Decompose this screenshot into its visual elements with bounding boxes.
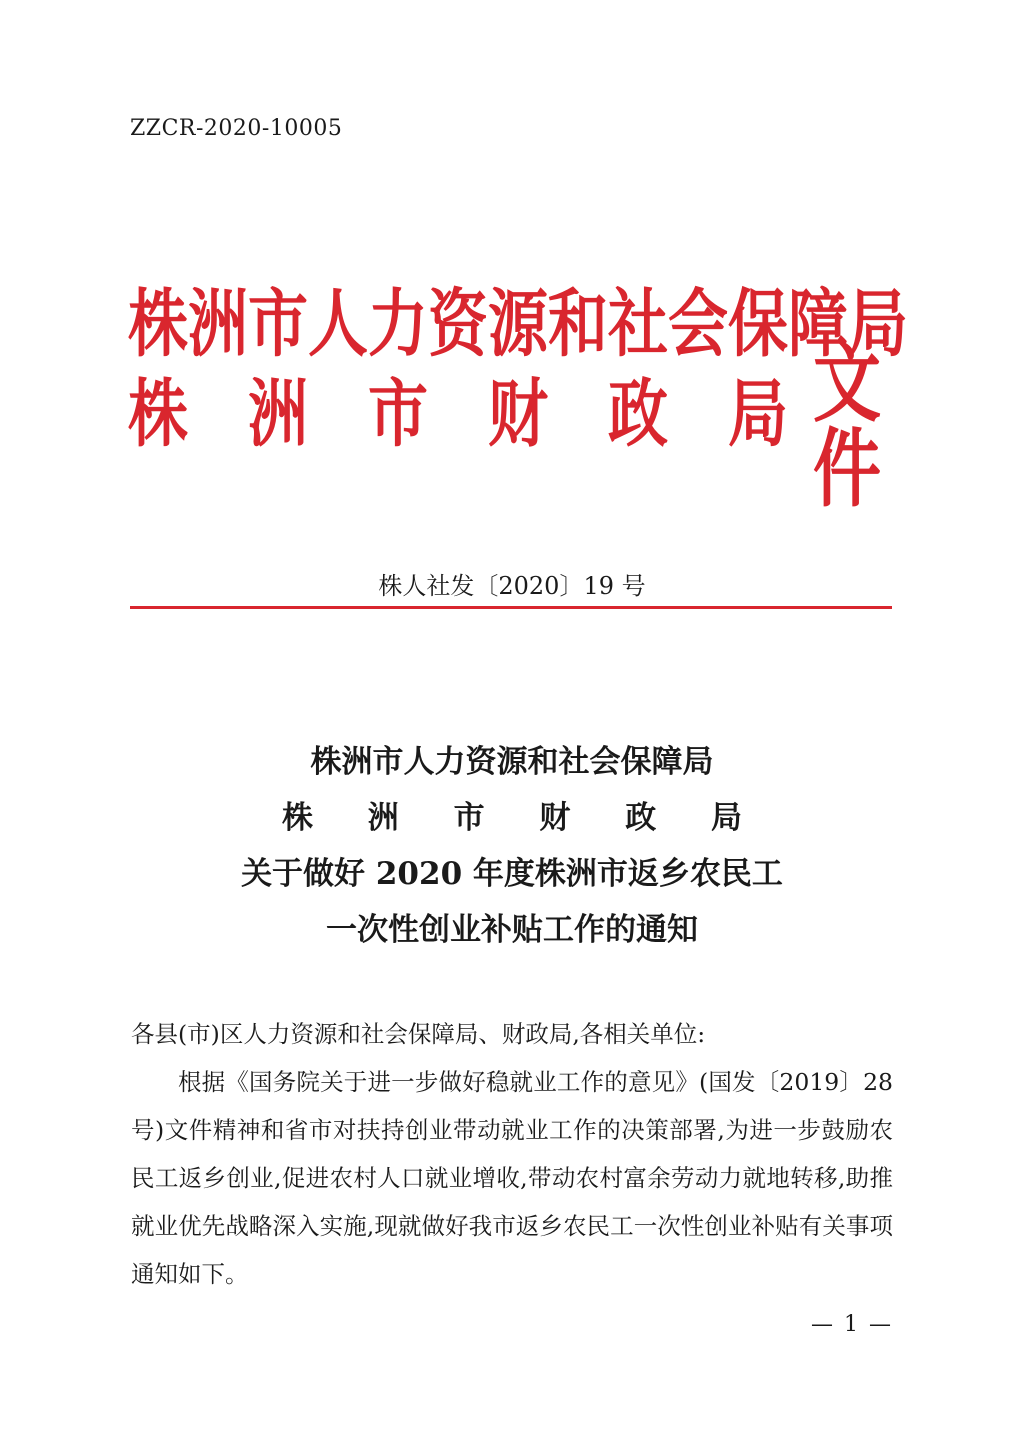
issuer-char: 政 bbox=[608, 371, 668, 458]
issuer-char: 株 bbox=[128, 281, 188, 368]
body-paragraph: 根据《国务院关于进一步做好稳就业工作的意见》(国发〔2019〕28 号)文件精神和省市对扶持创业带动就业工作的决策部署,为进一步鼓励农民工返乡创业,促进农村人口就业增收,带动农村富余劳动力就地转移,助推就业优先战略深入实施,现就做好我市返乡农民工一次性创业补贴有关事项通知如下。 bbox=[131, 1068, 893, 1288]
issuer-char: 株 bbox=[128, 371, 188, 458]
document-body bbox=[131, 1010, 893, 1298]
document-title bbox=[0, 734, 1024, 958]
issuer-char: 人 bbox=[308, 281, 368, 368]
title-line-1: 株洲市人力资源和社会保障局 bbox=[310, 744, 714, 780]
title-char: 株 bbox=[282, 800, 313, 836]
issuer-char: 资 bbox=[428, 281, 488, 368]
issuer-line-hrss bbox=[128, 281, 908, 368]
title-line-2 bbox=[282, 790, 742, 846]
issuer-char: 局 bbox=[728, 371, 788, 458]
issuer-char: 市 bbox=[248, 281, 308, 368]
title-char: 市 bbox=[453, 800, 485, 836]
issuer-char: 保 bbox=[728, 281, 788, 368]
document-code: ZZCR-2020-10005 bbox=[130, 116, 343, 141]
salutation: 各县(市)区人力资源和社会保障局、财政局,各相关单位: bbox=[131, 1020, 706, 1048]
issuer-char: 源 bbox=[488, 281, 548, 368]
issuer-char: 力 bbox=[368, 281, 428, 368]
issuer-char: 洲 bbox=[188, 281, 248, 368]
issuer-char: 社 bbox=[608, 281, 668, 368]
issuer-char: 障 bbox=[788, 281, 848, 368]
title-char: 政 bbox=[625, 800, 657, 836]
issuer-header bbox=[128, 280, 908, 520]
issuer-line-finance bbox=[128, 371, 788, 458]
page-number: — 1 — bbox=[811, 1312, 893, 1337]
title-char: 局 bbox=[710, 800, 742, 836]
title-char: 洲 bbox=[367, 800, 399, 836]
title-line-4: 一次性创业补贴工作的通知 bbox=[326, 912, 698, 948]
issuer-char: 会 bbox=[668, 281, 728, 368]
document-number: 株人社发〔2020〕19 号 bbox=[378, 572, 646, 600]
red-divider bbox=[130, 606, 892, 609]
issuer-suffix: 文件 bbox=[813, 334, 882, 520]
title-line-3: 关于做好 2020 年度株洲市返乡农民工 bbox=[241, 856, 783, 892]
issuer-char: 洲 bbox=[248, 371, 308, 458]
issuer-char: 财 bbox=[488, 371, 548, 458]
issuer-char: 局 bbox=[848, 281, 908, 368]
issuer-char: 市 bbox=[368, 371, 428, 458]
title-char: 财 bbox=[539, 800, 571, 836]
issuer-char: 和 bbox=[548, 281, 608, 368]
